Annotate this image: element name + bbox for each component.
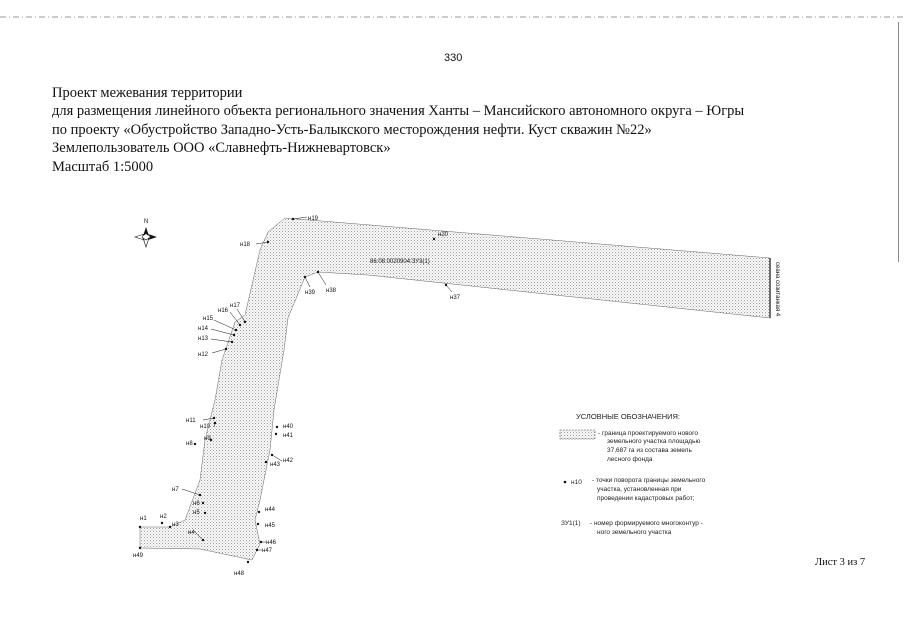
legend-title: УСЛОВНЫЕ ОБОЗНАЧЕНИЯ:: [576, 412, 681, 421]
point-label: н8: [186, 441, 193, 447]
point-label: н14: [198, 326, 208, 332]
point-label: н20: [438, 232, 448, 238]
parcel-id-label: 86:08:0020904:ЗУ3(1): [370, 259, 430, 265]
legend-text: участка, установленная при: [597, 486, 682, 493]
point-label: н11: [186, 418, 196, 424]
legend-symbol-label: н10: [571, 479, 582, 486]
edge-note: сеана созитанкая 4: [774, 262, 780, 317]
legend-text: земельного участка площадью: [607, 438, 701, 445]
map-legend: [560, 412, 706, 536]
point-label: н7: [172, 487, 179, 493]
point-label: н47: [262, 548, 272, 554]
point-label: н1: [140, 516, 147, 522]
north-arrow-icon: [135, 219, 157, 247]
point-label: н38: [326, 288, 336, 294]
point-label: н2: [160, 514, 167, 520]
point-label: н44: [265, 507, 275, 513]
parcel-area: [140, 218, 770, 560]
legend-text: ного земельного участка: [597, 529, 672, 536]
point-label: н5: [193, 510, 200, 516]
point-label: н39: [305, 290, 315, 296]
point-label: н45: [265, 523, 275, 529]
title-line: Проект межевания территории: [52, 85, 243, 101]
legend-text: - граница проектируемого нового: [598, 430, 698, 437]
point-label: н49: [133, 553, 143, 559]
legend-text: - точки поворота границы земельного: [592, 477, 706, 484]
title-line: Землепользователь ООО «Славнефть-Нижневартовск»: [52, 140, 391, 157]
point-label: н18: [240, 242, 250, 248]
point-label: н40: [283, 424, 293, 430]
point-label: н41: [283, 433, 293, 439]
point-label: н3: [172, 522, 179, 528]
legend-text: проведении кадастровых работ;: [597, 495, 695, 502]
point-label: н6: [193, 501, 200, 507]
scale-label: Масштаб 1:5000: [52, 158, 154, 175]
sheet-label: Лист 3 из 7: [815, 557, 866, 568]
point-label: н42: [283, 458, 293, 464]
point-label: н37: [450, 295, 460, 301]
legend-text: 37,687 га из состава земель: [607, 447, 692, 454]
point-label: н43: [270, 462, 280, 468]
legend-point-symbol: [564, 481, 567, 484]
point-label: н17: [230, 303, 240, 309]
page-number: 330: [444, 52, 463, 64]
legend-text: лесного фонда: [607, 456, 653, 463]
point-label: н19: [308, 216, 318, 222]
point-label: н4: [188, 530, 195, 536]
point-label: н13: [198, 336, 208, 342]
title-line: по проекту «Обустройство Западно-Усть-Балыкского месторождения нефти. Куст скважин №22»: [52, 121, 652, 138]
point-label: н16: [218, 308, 228, 314]
legend-symbol-label: ЗУ1(1): [561, 520, 581, 527]
point-label: н15: [203, 316, 213, 322]
point-label: н48: [234, 571, 244, 577]
legend-parcel-swatch: [560, 430, 595, 439]
title-line: для размещения линейного объекта регионального значения Ханты – Мансийского автономного округа – Югры: [52, 103, 745, 120]
point-label: н10: [200, 424, 210, 430]
point-label: н9: [204, 436, 211, 442]
point-label: н46: [266, 540, 276, 546]
legend-text: - номер формируемого многоконтур -: [590, 520, 703, 527]
north-label: N: [144, 219, 149, 225]
point-label: н12: [198, 352, 208, 358]
